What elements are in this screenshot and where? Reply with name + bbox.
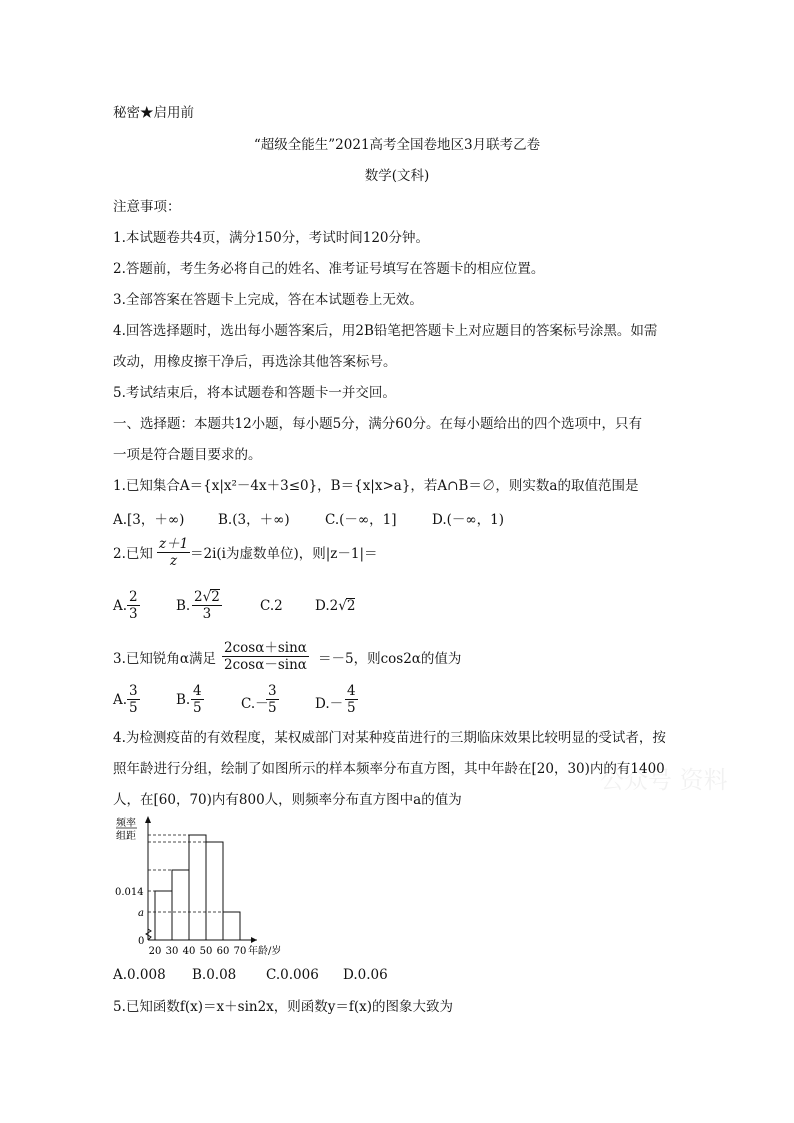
notes-heading: 注意事项： bbox=[113, 199, 181, 215]
q3-option-d-num: 4 bbox=[347, 683, 356, 699]
q3-option-a-frac bbox=[127, 683, 140, 716]
x-axis-label: 年龄/岁 bbox=[248, 946, 282, 957]
x-tick-label: 50 bbox=[199, 946, 213, 957]
watermark: 公众号 资料 bbox=[600, 766, 728, 794]
q3-option-a-den: 5 bbox=[129, 700, 138, 716]
q4-option-c: C.0.006 bbox=[266, 967, 319, 983]
q5-stem: 5.已知函数f(x)＝x＋sin2x，则函数y＝f(x)的图象大致为 bbox=[113, 999, 454, 1015]
note-item: 5.考试结束后，将本试题卷和答题卡一并交回。 bbox=[113, 385, 396, 401]
q3-option-b-num: 4 bbox=[193, 683, 202, 699]
q4-option-b: B.0.08 bbox=[192, 967, 237, 983]
histogram-bar bbox=[155, 891, 172, 940]
note-item: 3.全部答案在答题卡上完成，答在本试题卷上无效。 bbox=[113, 292, 423, 308]
histogram-bar bbox=[223, 912, 240, 940]
q1-option-a: A.[3，＋∞) bbox=[113, 512, 185, 528]
q4-stem-line3: 人，在[60，70)内有800人，则频率分布直方图中a的值为 bbox=[113, 792, 462, 808]
exam-subtitle: 数学(文科) bbox=[364, 168, 430, 184]
q3-option-b-frac bbox=[191, 683, 204, 716]
q2-option-d bbox=[315, 598, 355, 614]
y-axis-arrow bbox=[145, 816, 151, 823]
q3-option-d-label: D.－ bbox=[315, 696, 344, 712]
q4-option-d: D.0.06 bbox=[343, 967, 388, 983]
q3-option-c-frac bbox=[266, 683, 279, 716]
sqrt-icon: √ bbox=[202, 589, 212, 605]
q1-option-b: B.(3，＋∞) bbox=[218, 512, 290, 528]
q3-option-c-label: C.－ bbox=[241, 696, 269, 712]
q3-option-a-num: 3 bbox=[129, 683, 138, 699]
q3-prefix: 3.已知锐角α满足 bbox=[113, 651, 216, 667]
histogram-bar bbox=[172, 870, 189, 940]
q2-option-b-coef: 2 bbox=[194, 589, 203, 605]
section-heading-cont: 一项是符合题目要求的。 bbox=[113, 447, 262, 463]
q3-option-b-den: 5 bbox=[193, 700, 202, 716]
q2-option-a-num: 2 bbox=[129, 589, 138, 605]
q2-option-b-radicand: 2 bbox=[211, 589, 220, 605]
q2-fraction bbox=[157, 536, 190, 569]
q2-suffix: ＝2i(i为虚数单位)，则|z－1|＝ bbox=[190, 546, 378, 562]
sqrt-icon: √ bbox=[338, 598, 347, 614]
q3-suffix: ＝－5，则cos2α的值为 bbox=[318, 651, 462, 667]
y-axis-label-top: 频率 bbox=[116, 818, 136, 829]
q3-fraction bbox=[222, 640, 309, 673]
q2-option-d-coef: D.2 bbox=[315, 598, 339, 614]
q2-option-b-den: 3 bbox=[202, 606, 212, 622]
section-heading: 一、选择题：本题共12小题，每小题5分，满分60分。在每小题给出的四个选项中，只有 bbox=[113, 416, 642, 432]
q2-option-a-den: 3 bbox=[129, 606, 138, 622]
y-tick-label: a bbox=[138, 908, 144, 919]
x-tick-label: 70 bbox=[233, 946, 247, 957]
q2-option-b-frac bbox=[192, 589, 222, 622]
q4-stem-line1: 4.为检测疫苗的有效程度，某权威部门对某种疫苗进行的三期临床效果比较明显的受试者，按 bbox=[113, 730, 666, 746]
note-item: 1.本试题卷共4页，满分150分，考试时间120分钟。 bbox=[113, 230, 430, 246]
q3-option-a-label: A. bbox=[113, 692, 128, 708]
q2-fraction-num: z＋1 bbox=[159, 536, 189, 552]
frequency-histogram bbox=[112, 812, 312, 962]
q2-prefix: 2.已知 bbox=[113, 546, 153, 562]
q2-option-b-num bbox=[192, 589, 222, 606]
histogram-bar bbox=[189, 835, 206, 940]
q1-option-d: D.(－∞，1) bbox=[432, 512, 505, 528]
q3-option-c-num: 3 bbox=[268, 683, 277, 699]
q1-option-c: C.(－∞，1] bbox=[325, 512, 397, 528]
x-tick-label: 40 bbox=[182, 946, 196, 957]
x-axis-arrow bbox=[251, 937, 257, 943]
y-axis-label-bottom: 组距 bbox=[116, 831, 136, 842]
q2-fraction-den: z bbox=[170, 553, 178, 569]
histogram-bar bbox=[206, 842, 223, 940]
q2-option-a-frac bbox=[127, 589, 140, 622]
x-tick-label: 30 bbox=[165, 946, 179, 957]
q2-option-c: C.2 bbox=[260, 598, 283, 614]
q2-option-a-label: A. bbox=[113, 598, 128, 614]
y-tick-label: 0.014 bbox=[115, 887, 144, 898]
q3-option-c-den: 5 bbox=[268, 700, 277, 716]
x-tick-label: 60 bbox=[216, 946, 230, 957]
note-item: 改动，用橡皮擦干净后，再选涂其他答案标号。 bbox=[113, 354, 397, 370]
origin-label: 0 bbox=[138, 936, 145, 947]
q3-option-b-label: B. bbox=[176, 692, 191, 708]
exam-title: “超级全能生”2021高考全国卷地区3月联考乙卷 bbox=[253, 137, 541, 153]
note-item: 2.答题前，考生务必将自己的姓名、准考证号填写在答题卡的相应位置。 bbox=[113, 261, 545, 277]
q3-fraction-num: 2cosα＋sinα bbox=[224, 640, 307, 656]
q2-option-d-radicand: 2 bbox=[346, 598, 356, 614]
q4-option-a: A.0.008 bbox=[113, 967, 166, 983]
note-item: 4.回答选择题时，选出每小题答案后，用2B铅笔把答题卡上对应题目的答案标号涂黑。如需 bbox=[113, 323, 658, 339]
q3-option-d-den: 5 bbox=[347, 700, 356, 716]
q3-option-d-frac bbox=[345, 683, 358, 716]
x-tick-label: 20 bbox=[148, 946, 162, 957]
q4-stem-line2: 照年龄进行分组，绘制了如图所示的样本频率分布直方图，其中年龄在[20，30)内的有1400 bbox=[113, 761, 665, 777]
q3-fraction-den: 2cosα－sinα bbox=[224, 657, 307, 673]
secret-label: 秘密★启用前 bbox=[113, 105, 194, 121]
q1-stem: 1.已知集合A＝{x|x²－4x＋3≤0}，B＝{x|x>a}，若A∩B＝∅，则实数a的取值范围是 bbox=[113, 478, 639, 494]
q2-option-b-label: B. bbox=[176, 598, 191, 614]
